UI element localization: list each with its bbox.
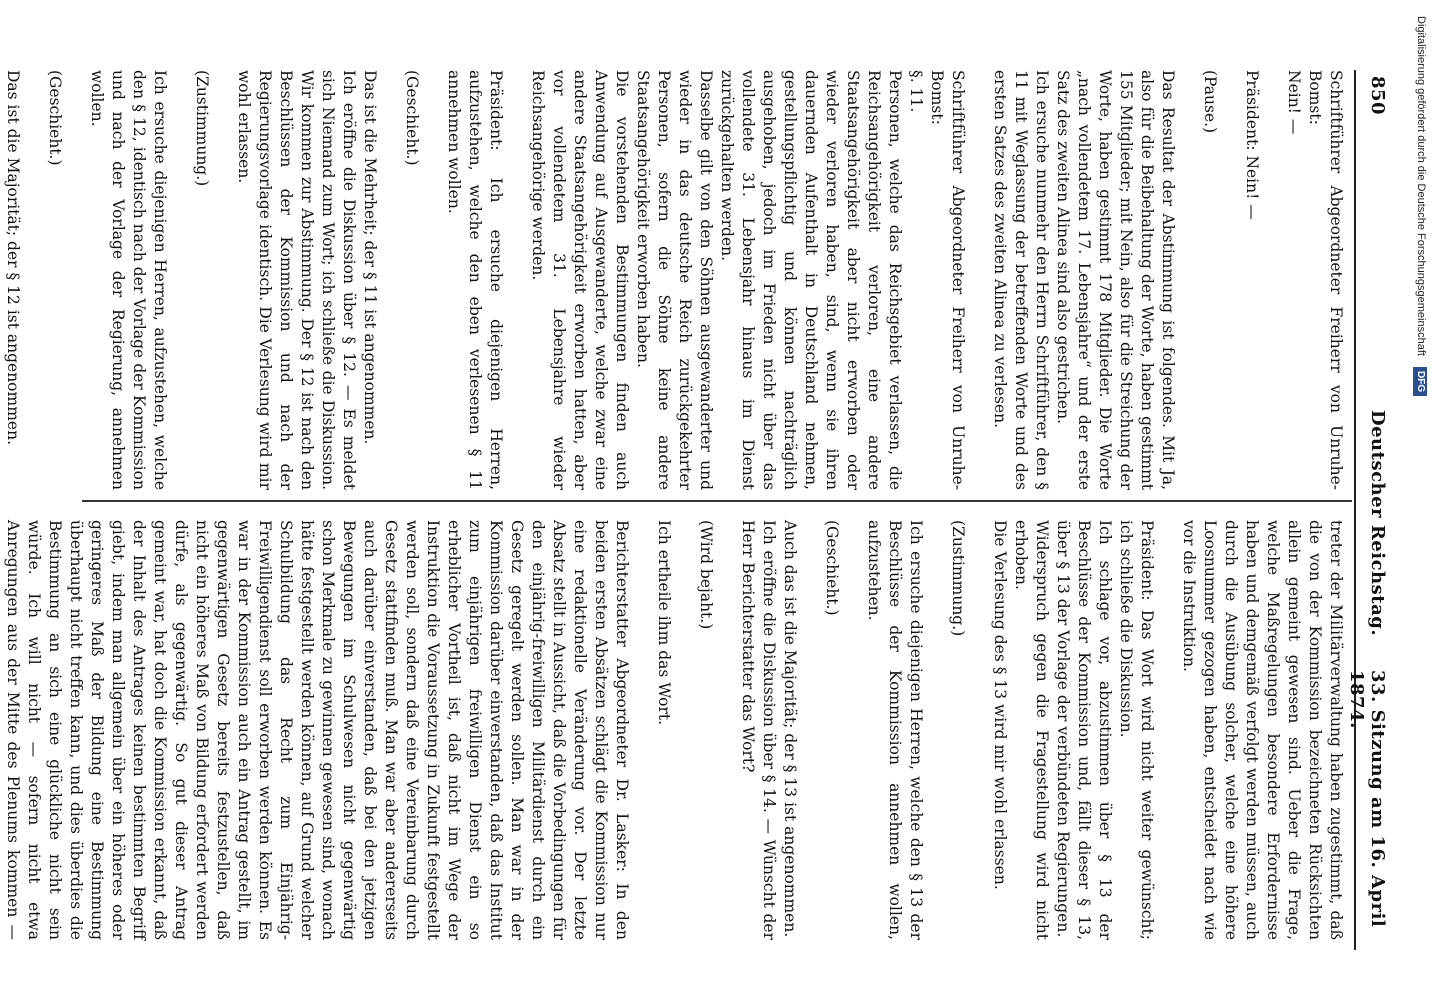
- column-left-text: Schriftführer Abgeordneter Freiherr von Unruhe-Bomst: Nein! — Präsident: Nein! — (Pause.) Das Resultat der Abstimmung ist folgendes. Mit Ja, also für die Beibehaltung der Worte, haben gestimmt 155 Mitglieder; mit Nein, also für die Streichung der Worte, haben gestimmt 178 Mitglieder. Die Worte „nach vollendetem 17. Lebensjahre“ und der erste Satz des zweiten Alinea sind also gestrichen. Ich ersuche nunmehr den Herrn Schriftführer, den § 11 mit Weglassung der betreffenden Worte und des ersten Satzes des zweiten Alinea zu verlesen. Schriftführer Abgeordneter Freiherr von Unruhe-Bomst: §. 11. Personen, welche das Reichsgebiet verlassen, die Reichsangehörigkeit verloren, eine andere Staatsangehörigkeit aber nicht erworben oder wieder verloren haben, sind, wenn sie ihren dauernden Aufenthalt in Deutschland nehmen, gestellungspflichtig und können nachträglich ausgehoben, jedoch im Frieden nicht über das vollendete 31. Lebensjahr hinaus im Dienst zurückgehalten werden. Dasselbe gilt von den Söhnen ausgewanderter und wieder in das deutsche Reich zurückgekehrter Personen, sofern die Söhne keine andere Staatsangehörigkeit erworben haben. Die vorstehenden Bestimmungen finden auch Anwendung auf Ausgewanderte, welche zwar eine andere Staatsangehörigkeit erworben hatten, aber vor vollendetem 31. Lebensjahre wieder Reichsangehörige werden. Präsident: Ich ersuche diejenigen Herren, aufzustehen, welche den eben verlesenen § 11 annehmen wollen. (Geschieht.) Das ist die Mehrheit; der § 11 ist angenommen. Ich eröffne die Diskussion über § 12. — Es meldet sich Niemand zum Wort; ich schließe die Diskussion. Wir kommen zur Abstimmung. Der § 12 ist nach den Beschlüssen der Kommission und nach der Regierungsvorlage identisch. Die Verlesung wird mir wohl erlassen. (Zustimmung.) Ich ersuche diejenigen Herren, aufzustehen, welche den § 12, identisch nach der Vorlage der Kommission und nach der Vorlage der Regierung, annehmen wollen. (Geschieht.) Das ist die Majorität; der § 12 ist angenommen.: [4, 70, 1345, 490]
- footer-strip: [1412, 8, 1430, 998]
- text-column-right: [0, 520, 1346, 940]
- column-divider: [82, 500, 1352, 502]
- text-column-left: [0, 70, 1346, 490]
- column-right-text: treter der Militärverwaltung haben zugestimmt, daß die von der Kommission bezeichneten Rücksichten allein gemeint gewesen sind. Ueber die Frage, welche Maßregelungen besondere Erfordernisse haben und demgemäß verfolgt werden müssen, auch durch die Ausübung solcher, welche eine höhere Loosnummer gezogen haben, entscheidet nach wie vor die Instruktion. Präsident: Das Wort wird nicht weiter gewünscht; ich schließe die Diskussion. Ich schlage vor, abzustimmen über § 13 der Beschlüsse der Kommission und, fällt dieser § 13, über § 13 der Vorlage der verbündeten Regierungen. Widerspruch gegen die Fragestellung wird nicht erhoben. Die Verlesung des § 13 wird mir wohl erlassen. (Zustimmung.) Ich ersuche diejenigen Herren, welche den § 13 der Beschlüsse der Kommission annehmen wollen, aufzustehen. (Geschieht.) Auch das ist die Majorität; der § 13 ist angenommen. Ich eröffne die Diskussion über § 14. — Wünscht der Herr Berichterstatter das Wort? (Wird bejaht.) Ich ertheile ihm das Wort. Berichterstatter Abgeordneter Dr. Lasker: In den beiden ersten Absätzen schlägt die Kommission nur eine redaktionelle Veränderung vor. Der letzte Absatz stellt in Aussicht, daß die Vorbedingungen für den einjährig-freiwilligen Militärdienst durch ein Gesetz geregelt werden sollen. Man war in der Kommission darüber einverstanden, daß das Institut zum einjährigen freiwilligen Dienst ein so erheblicher Vortheil ist, daß nicht im Wege der Instruktion die Voraussetzung in Zukunft festgestellt werden soll, sondern daß eine Vereinbarung durch Gesetz stattfinden muß. Man war aber andererseits auch darüber einverstanden, daß bei den jetzigen Bewegungen im Schulwesen nicht gegenwärtig schon Merkmale zu gewinnen gewesen sind, wonach hätte festgestellt werden können, auf Grund welcher Schulbildung das Recht zum Einjährig-Freiwilligendienst soll erworben werden können. Es war in der Kommission auch ein Antrag gestellt, im gegenwärtigen Gesetz bereits festzustellen, daß nicht ein höheres Maß von Bildung erfordert werden dürfe, als gegenwärtig. So gut dieser Antrag gemeint war, hat doch die Kommission erkannt, daß der Inhalt des Antrages keinen bestimmten Begriff giebt, indem man allgemein über ein höheres oder geringeres Maß der Bildung eine Bestimmung überhaupt nicht treffen kann, und dies überdies die Bestimmung an sich eine glückliche nicht sein würde. Ich will nicht — sofern nicht etwa Anregungen aus der Mitte des Plenums kommen —: [4, 520, 1345, 940]
- page-header: [1346, 70, 1392, 950]
- session-info: 33. Sitzung am 16. April 1874.: [1346, 670, 1388, 928]
- running-title: Deutscher Reichstag.: [1367, 410, 1388, 637]
- funding-note: [1412, 8, 1430, 998]
- funding-note-text: Digitalisierung gefördert durch die Deutsche Forschungsgemeinschaft: [1415, 16, 1427, 356]
- dfg-logo: DFG: [1413, 367, 1427, 396]
- page-number: 850: [1367, 76, 1388, 116]
